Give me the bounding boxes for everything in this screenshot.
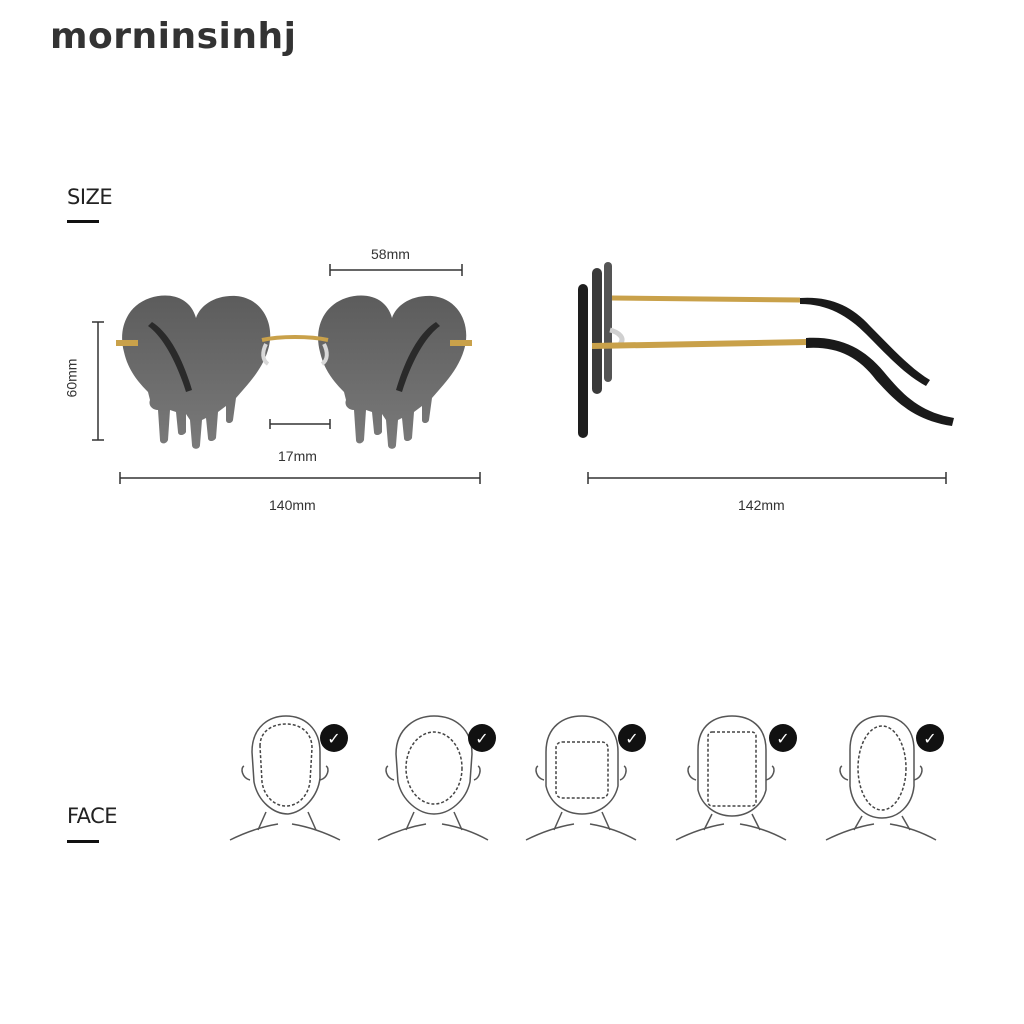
check-icon: ✓ bbox=[327, 728, 341, 748]
right-hinge bbox=[450, 340, 472, 346]
face-4-check-badge bbox=[769, 724, 797, 752]
check-icon: ✓ bbox=[776, 728, 790, 748]
check-icon: ✓ bbox=[475, 728, 489, 748]
check-icon: ✓ bbox=[923, 728, 937, 748]
upper-temple-arm bbox=[612, 298, 800, 300]
bridge bbox=[262, 337, 328, 340]
total-width-dimension bbox=[120, 472, 480, 484]
temple-length-label: 142mm bbox=[738, 497, 785, 513]
bridge-width-dimension bbox=[270, 419, 330, 429]
lens-height-label: 60mm bbox=[63, 358, 80, 398]
right-lens bbox=[318, 295, 466, 448]
left-hinge bbox=[116, 340, 138, 346]
side-lens-middle bbox=[592, 268, 602, 394]
face-5-check-badge bbox=[916, 724, 944, 752]
lens-height-dimension bbox=[92, 322, 104, 440]
left-lens bbox=[122, 295, 270, 448]
lens-width-label: 58mm bbox=[371, 246, 410, 262]
face-3-check-badge bbox=[618, 724, 646, 752]
face-title-underline bbox=[67, 840, 99, 843]
temple-length-dimension bbox=[588, 472, 946, 484]
bridge-width-label: 17mm bbox=[278, 448, 317, 464]
size-section-title: SIZE bbox=[67, 185, 113, 209]
brand-watermark: morninsinhj bbox=[50, 16, 297, 57]
glasses-side-view bbox=[578, 262, 954, 438]
lens-width-dimension bbox=[330, 264, 462, 276]
lower-temple-tip bbox=[806, 338, 954, 426]
total-width-label: 140mm bbox=[269, 497, 316, 513]
face-section-title: FACE bbox=[67, 804, 118, 828]
lower-temple-arm bbox=[592, 342, 808, 346]
face-1-check-badge bbox=[320, 724, 348, 752]
side-lens-front bbox=[578, 284, 588, 438]
check-icon: ✓ bbox=[625, 728, 639, 748]
face-2-check-badge bbox=[468, 724, 496, 752]
side-lens-back bbox=[604, 262, 612, 382]
